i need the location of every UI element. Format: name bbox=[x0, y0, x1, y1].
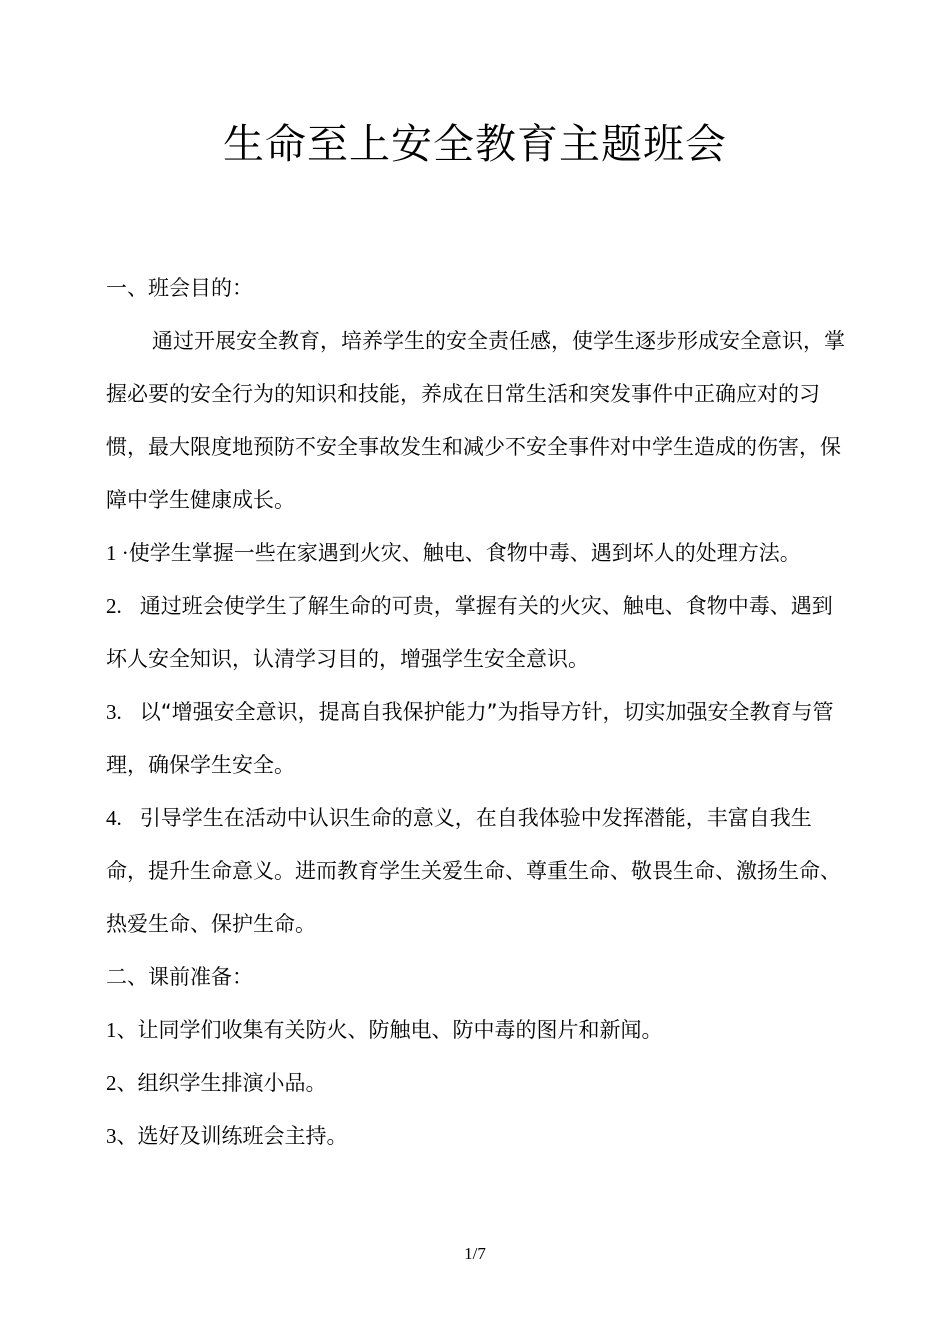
item-number: 1 · bbox=[106, 541, 129, 565]
item-number: 4. bbox=[106, 806, 122, 830]
item-text: 、让同学们收集有关防火、防触电、防中毒的图片和新闻。 bbox=[116, 1018, 663, 1042]
purpose-item-1 bbox=[106, 527, 850, 580]
page-title: 生命至上安全教育主题班会 bbox=[223, 120, 727, 168]
item-number: 1 bbox=[106, 1018, 117, 1042]
section-heading-purpose: 一、班会目的： bbox=[106, 276, 253, 300]
item-text: 通过班会使学生了解生命的可贵，掌握有关的火灾、触电、食物中毒、遇到坏人安全知识，认清学习目的，增强学生安全意识。 bbox=[106, 594, 833, 671]
purpose-item-2 bbox=[106, 580, 850, 686]
item-text: 、组织学生排演小品。 bbox=[116, 1071, 327, 1095]
item-number: 3 bbox=[106, 1124, 117, 1148]
prep-item-3 bbox=[106, 1110, 850, 1163]
item-number: 2 bbox=[106, 1071, 117, 1095]
item-number: 2. bbox=[106, 594, 122, 618]
document-body bbox=[106, 262, 850, 1163]
prep-item-2 bbox=[106, 1057, 850, 1110]
purpose-item-4 bbox=[106, 792, 850, 951]
item-number: 3. bbox=[106, 700, 122, 724]
prep-item-1 bbox=[106, 1004, 850, 1057]
item-text: 以“增强安全意识，提髙自我保护能力”为指导方针，切实加强安全教育与管理，确保学生安全。 bbox=[106, 700, 834, 777]
item-text: 引导学生在活动中认识生命的意义，在自我体验中发挥潜能，丰富自我生命，提升生命意义。进而教育学生关爱生命、尊重生命、敬畏生命、激扬生命、热爱生命、保护生命。 bbox=[106, 806, 841, 936]
purpose-item-3 bbox=[106, 686, 850, 792]
item-text: 、选好及训练班会主持。 bbox=[116, 1124, 348, 1148]
intro-paragraph: 通过开展安全教育，培养学生的安全责任感，使学生逐步形成安全意识，掌握必要的安全行为的知识和技能，养成在日常生活和突发事件中正确应对的习惯，最大限度地预防不安全事故发生和减少不安全事件对中学生造成的伤害，保障中学生健康成长。 bbox=[106, 329, 845, 512]
page-number: 1/7 bbox=[464, 1244, 486, 1263]
item-text: 使学生掌握一些在家遇到火灾、触电、食物中毒、遇到坏人的处理方法。 bbox=[128, 541, 801, 565]
section-heading-preparation: 二、课前准备： bbox=[106, 965, 253, 989]
